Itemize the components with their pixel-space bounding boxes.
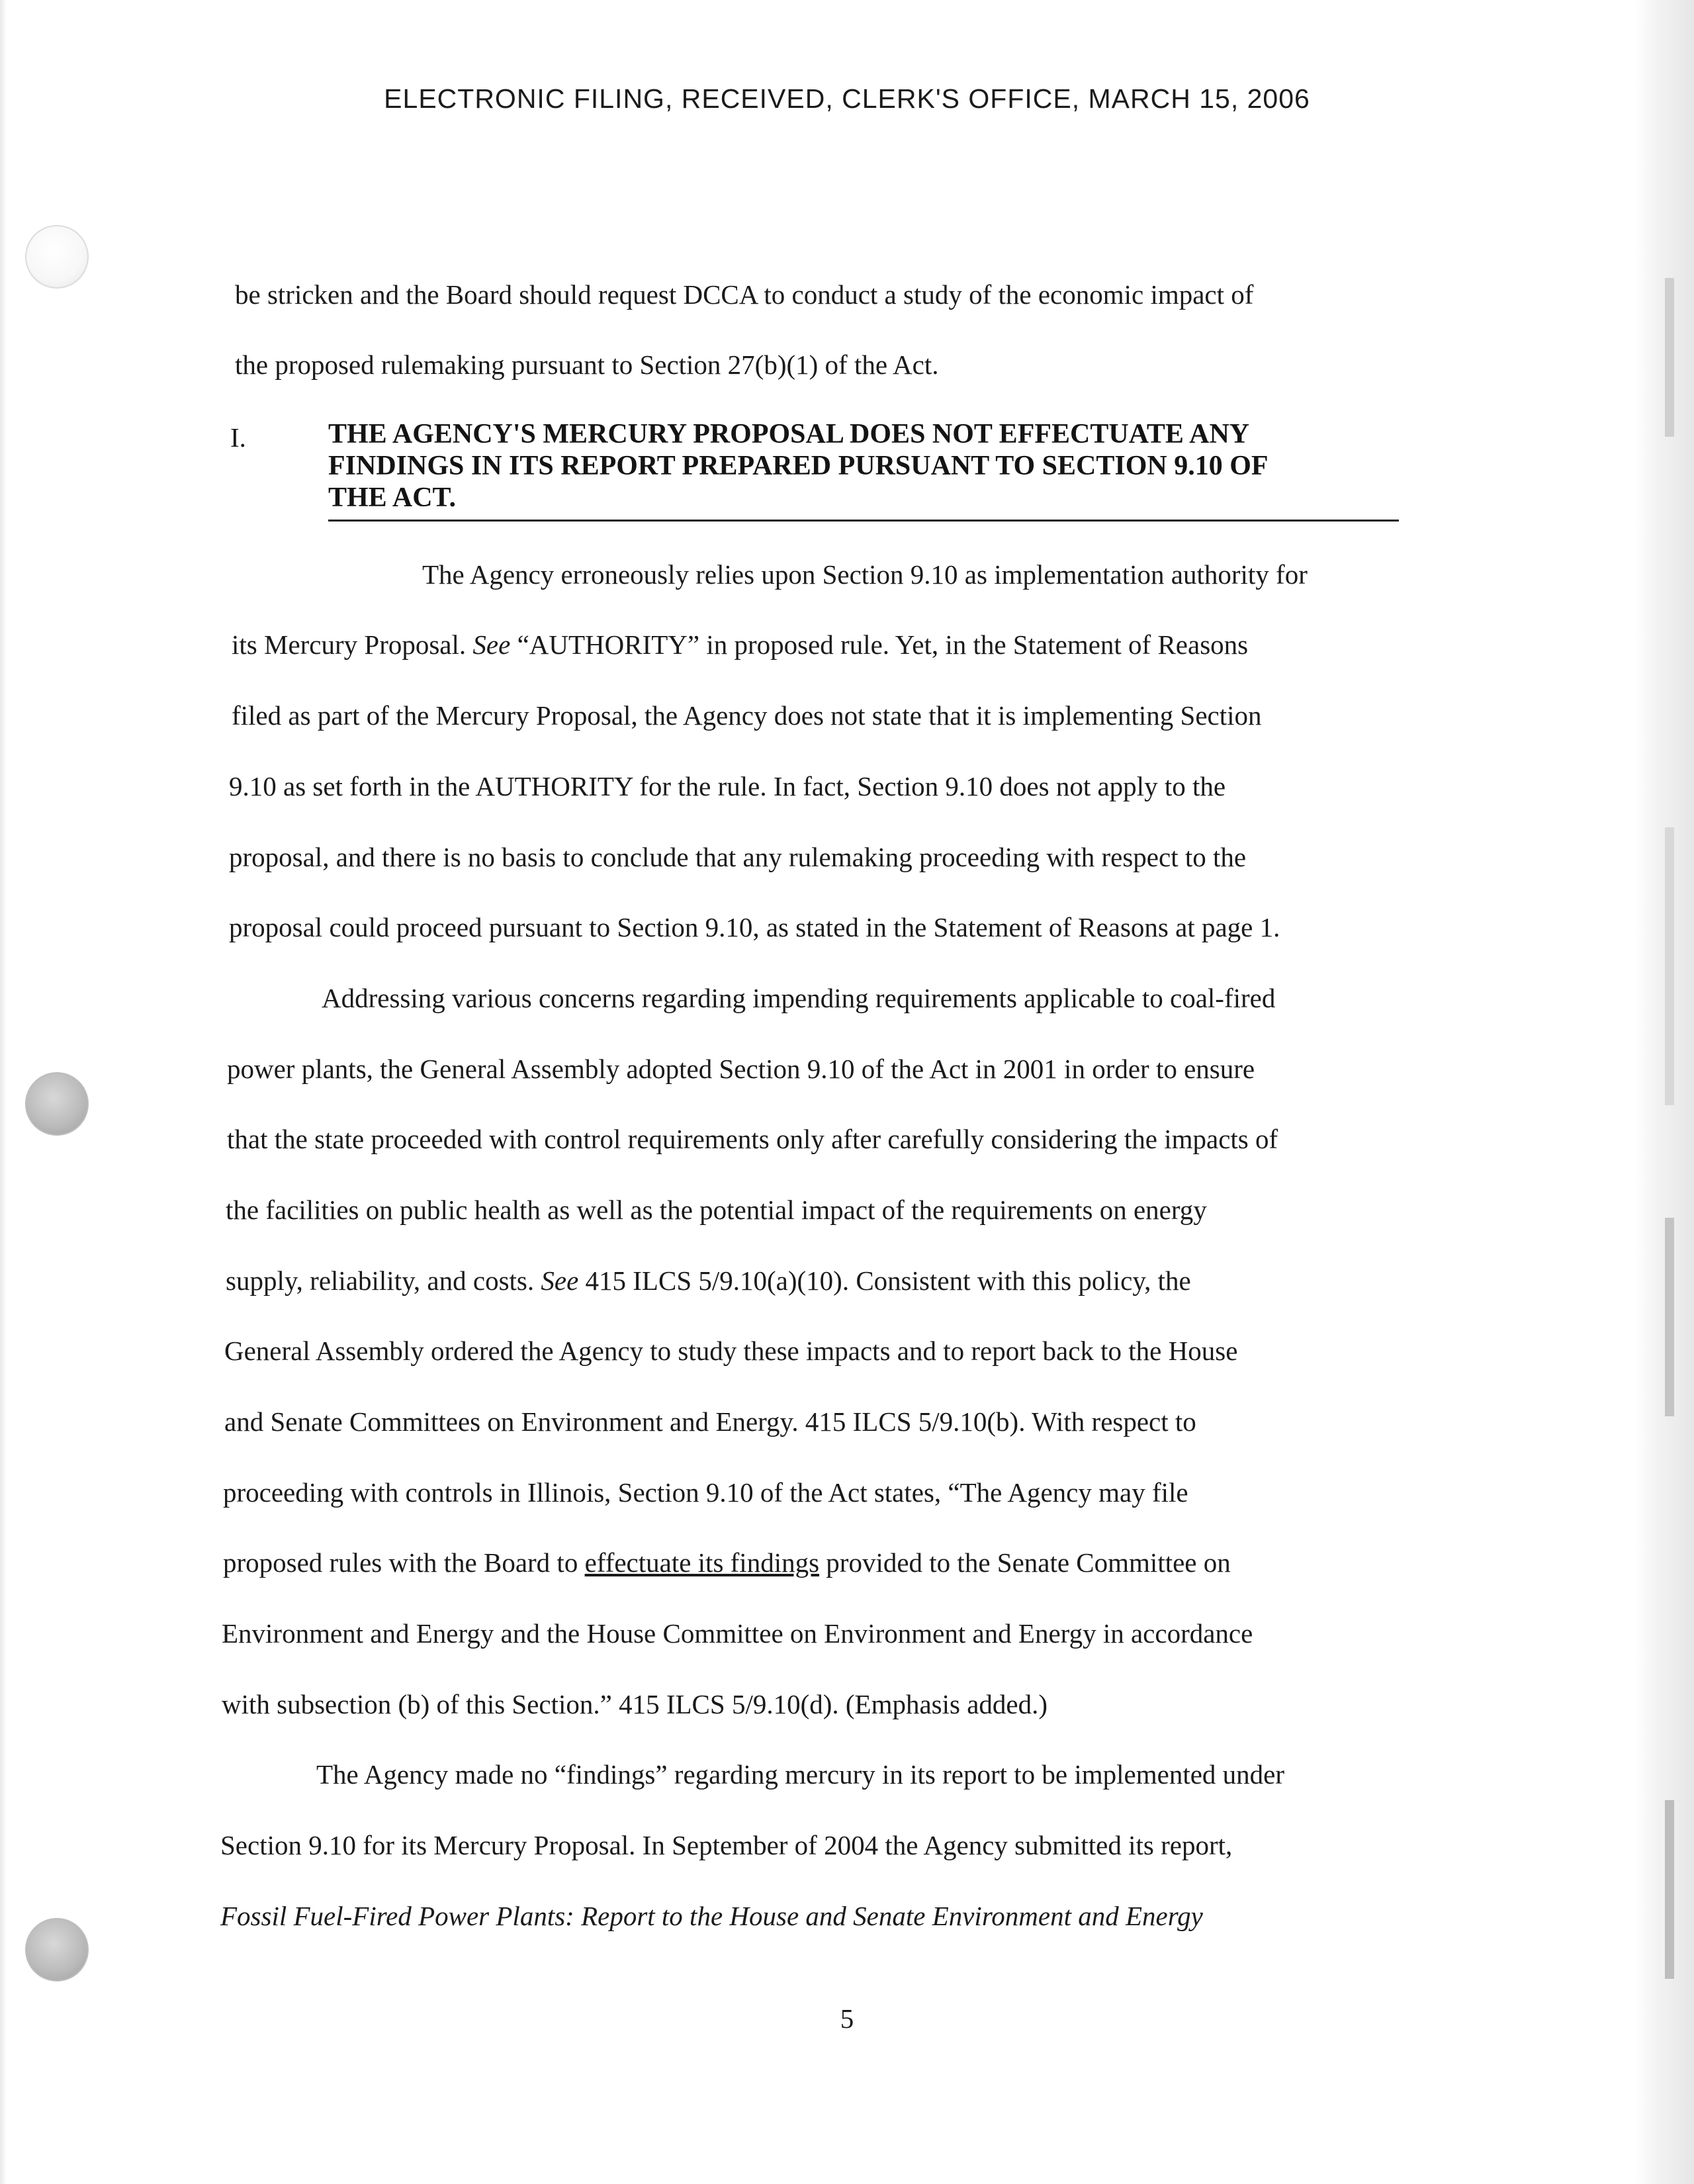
report-title: Fossil Fuel-Fired Power Plants: Report to the House and Senate Environment and Energy [220,1901,1203,1931]
text-run: its Mercury Proposal. [232,629,467,660]
signal-word: See [472,629,511,660]
body-line: the proposed rulemaking pursuant to Section 27(b)(1) of the Act. [235,349,939,380]
body-line: General Assembly ordered the Agency to study these impacts and to report back to the House [224,1336,1238,1366]
text-run: provided to the Senate Committee on [826,1547,1231,1578]
section-heading-line: FINDINGS IN ITS REPORT PREPARED PURSUANT TO SECTION 9.10 OF [328,451,1269,481]
section-heading-line: THE AGENCY'S MERCURY PROPOSAL DOES NOT EFFECTUATE ANY [328,419,1250,449]
body-line [223,1546,1231,1579]
body-line: power plants, the General Assembly adopted Section 9.10 of the Act in 2001 in order to ensure [227,1054,1255,1084]
body-line: filed as part of the Mercury Proposal, the Agency does not state that it is implementing Section [232,700,1262,731]
body-line: Addressing various concerns regarding impending requirements applicable to coal-fired [322,983,1276,1013]
body-line: that the state proceeded with control requirements only after carefully considering the impacts of [227,1124,1278,1154]
body-line: proceeding with controls in Illinois, Section 9.10 of the Act states, “The Agency may file [223,1477,1188,1508]
body-line: 9.10 as set forth in the AUTHORITY for the rule. In fact, Section 9.10 does not apply to the [229,771,1226,801]
text-run: supply, reliability, and costs. [226,1265,535,1296]
signal-word: See [541,1265,579,1296]
text-run: proposed rules with the Board to [223,1547,578,1578]
body-line: proposal could proceed pursuant to Section 9.10, as stated in the Statement of Reasons at page 1. [229,912,1280,942]
body-line: Environment and Energy and the House Committee on Environment and Energy in accordance [222,1618,1253,1649]
body-line: and Senate Committees on Environment and Energy. 415 ILCS 5/9.10(b). With respect to [224,1406,1196,1437]
punch-hole [25,1072,89,1136]
scan-strip [1665,278,1674,437]
punch-hole [25,1918,89,1981]
page-number: 5 [840,2003,854,2034]
body-line [226,1264,1191,1297]
body-line: proposal, and there is no basis to conclude that any rulemaking proceeding with respect to the [229,842,1247,872]
scan-strip [1665,1800,1674,1979]
body-line: with subsection (b) of this Section.” 415 ILCS 5/9.10(d). (Emphasis added.) [222,1689,1048,1719]
scan-strip [1665,827,1674,1105]
filing-stamp: ELECTRONIC FILING, RECEIVED, CLERK'S OFFICE, MARCH 15, 2006 [384,83,1310,114]
punch-hole [25,225,89,289]
body-line: Section 9.10 for its Mercury Proposal. In September of 2004 the Agency submitted its report, [220,1830,1233,1860]
body-line [220,1899,1203,1933]
body-line: The Agency erroneously relies upon Section 9.10 as implementation authority for [422,559,1308,590]
section-heading-line: THE ACT. [328,482,456,513]
body-line [232,628,1248,661]
text-run: “AUTHORITY” in proposed rule. Yet, in the Statement of Reasons [517,629,1249,660]
scan-edge-right [1634,0,1694,2184]
scan-edge-left [0,0,7,2184]
text-run: 415 ILCS 5/9.10(a)(10). Consistent with this policy, the [585,1265,1191,1296]
section-number: I. [230,422,246,453]
body-line: be stricken and the Board should request DCCA to conduct a study of the economic impact of [235,279,1254,310]
emphasized-phrase: effectuate its findings [584,1547,820,1578]
body-line: the facilities on public health as well as the potential impact of the requirements on energy [226,1195,1207,1225]
body-line: The Agency made no “findings” regarding mercury in its report to be implemented under [316,1759,1285,1790]
scan-strip [1665,1218,1674,1416]
section-heading [328,418,1400,514]
heading-underline [328,520,1399,522]
